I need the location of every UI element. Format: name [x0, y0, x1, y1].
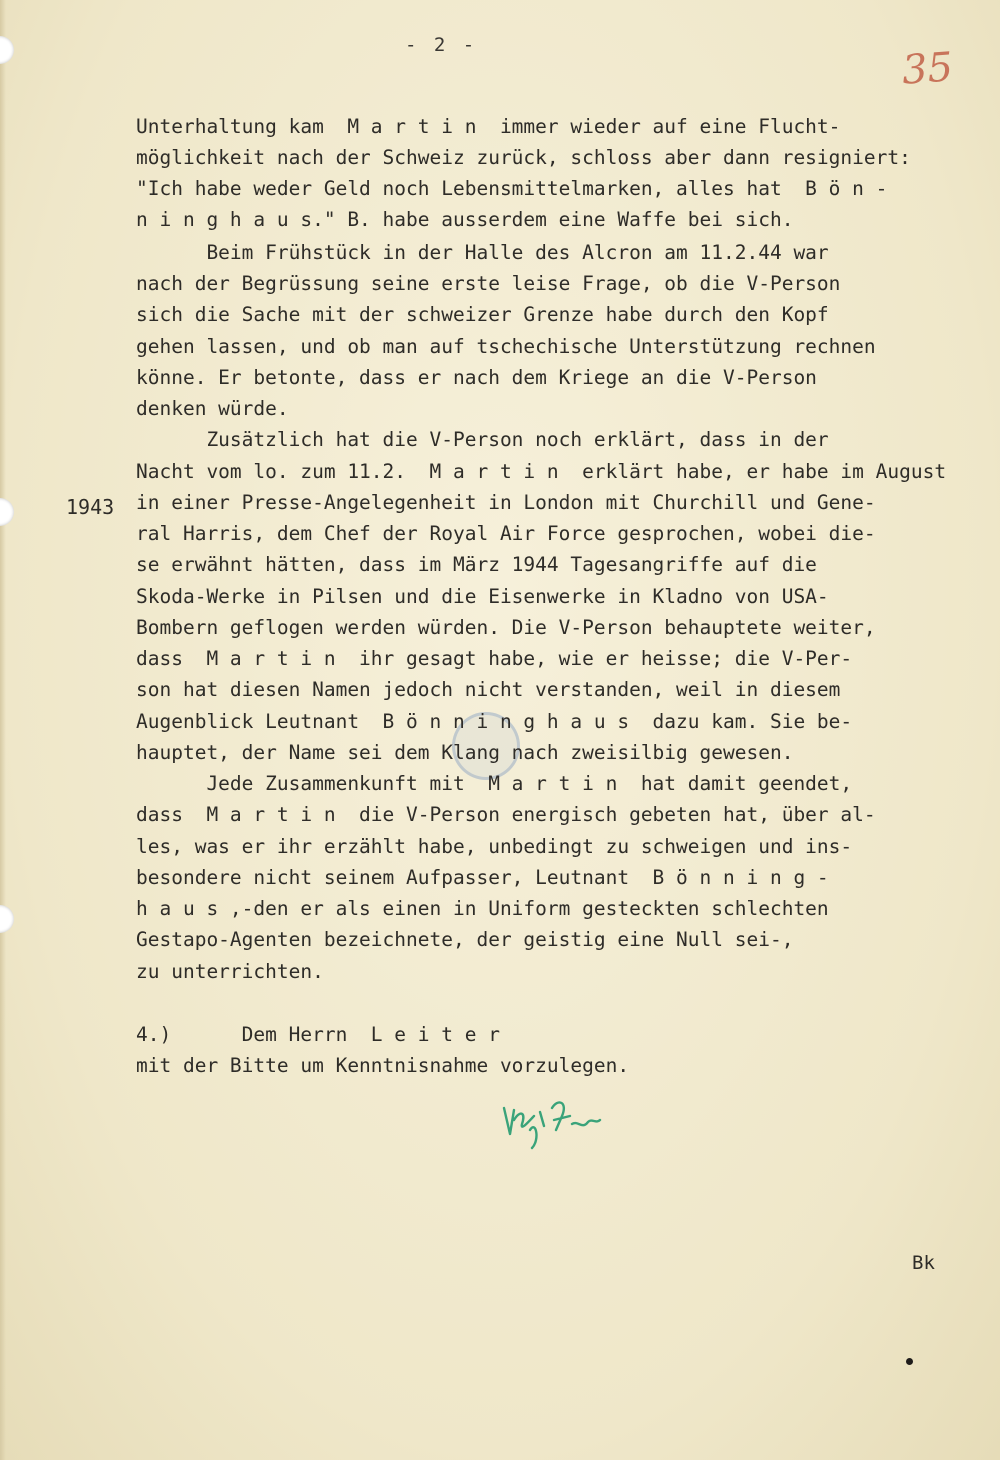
paper-edge: [0, 0, 6, 1460]
margin-note-year: 1943: [66, 495, 115, 519]
body-line: Jede Zusammenkunft mit M a r t i n hat damit geendet,: [136, 772, 853, 795]
body-line: zu unterrichten.: [136, 960, 324, 983]
body-line: ral Harris, dem Chef der Royal Air Force gesprochen, wobei die-: [136, 522, 876, 545]
body-line: n i n g h a u s." B. habe ausserdem eine Waffe bei sich.: [136, 208, 794, 231]
body-line: in einer Presse-Angelegenheit in London mit Churchill und Gene-: [136, 491, 876, 514]
body-line: denken würde.: [136, 397, 289, 420]
punch-hole-lower: [0, 905, 14, 933]
body-line: dass M a r t i n ihr gesagt habe, wie er heisse; die V-Per-: [136, 647, 853, 670]
body-line: könne. Er betonte, dass er nach dem Kriege an die V-Person: [136, 366, 817, 389]
body-line: Zusätzlich hat die V-Person noch erklärt, dass in der: [136, 428, 829, 451]
closing-line: 4.) Dem Herrn L e i t e r: [136, 1023, 500, 1046]
body-line: Unterhaltung kam M a r t i n immer wieder auf eine Flucht-: [136, 115, 841, 138]
folio-number: 35: [900, 44, 955, 94]
body-line: son hat diesen Namen jedoch nicht verstanden, weil in diesem: [136, 678, 841, 701]
page-number: - 2 -: [405, 34, 478, 56]
body-line: h a u s ,-den er als einen in Uniform gesteckten schlechten: [136, 897, 829, 920]
body-line: gehen lassen, und ob man auf tschechische Unterstützung rechnen: [136, 335, 876, 358]
typist-initials: Bk: [912, 1252, 935, 1274]
body-line: möglichkeit nach der Schweiz zurück, schloss aber dann resigniert:: [136, 146, 911, 169]
body-line: nach der Begrüssung seine erste leise Frage, ob die V-Person: [136, 272, 841, 295]
body-line: Nacht vom lo. zum 11.2. M a r t i n erklärt habe, er habe im August: [136, 460, 947, 483]
handwritten-signature: [496, 1090, 606, 1160]
punch-hole-middle: [0, 498, 14, 526]
body-line: dass M a r t i n die V-Person energisch gebeten hat, über al-: [136, 803, 876, 826]
body-line: Bombern geflogen werden würden. Die V-Person behauptete weiter,: [136, 616, 876, 639]
body-line: Skoda-Werke in Pilsen und die Eisenwerke in Kladno von USA-: [136, 585, 829, 608]
body-line: "Ich habe weder Geld noch Lebensmittelmarken, alles hat B ö n -: [136, 177, 888, 200]
ink-dot: [906, 1358, 913, 1365]
body-line: se erwähnt hätten, dass im März 1944 Tagesangriffe auf die: [136, 553, 817, 576]
closing-line: mit der Bitte um Kenntnisnahme vorzulegen.: [136, 1054, 630, 1077]
body-line: Gestapo-Agenten bezeichnete, der geistig eine Null sei-,: [136, 928, 794, 951]
body-line: hauptet, der Name sei dem Klang nach zweisilbig gewesen.: [136, 741, 794, 764]
body-line: sich die Sache mit der schweizer Grenze habe durch den Kopf: [136, 303, 829, 326]
punch-hole-top: [0, 36, 14, 64]
body-line: Augenblick Leutnant B ö n n i n g h a u s dazu kam. Sie be-: [136, 710, 853, 733]
body-line: Beim Frühstück in der Halle des Alcron am 11.2.44 war: [136, 241, 829, 264]
body-line: les, was er ihr erzählt habe, unbedingt zu schweigen und ins-: [136, 835, 853, 858]
body-line: besondere nicht seinem Aufpasser, Leutnant B ö n n i n g -: [136, 866, 829, 889]
